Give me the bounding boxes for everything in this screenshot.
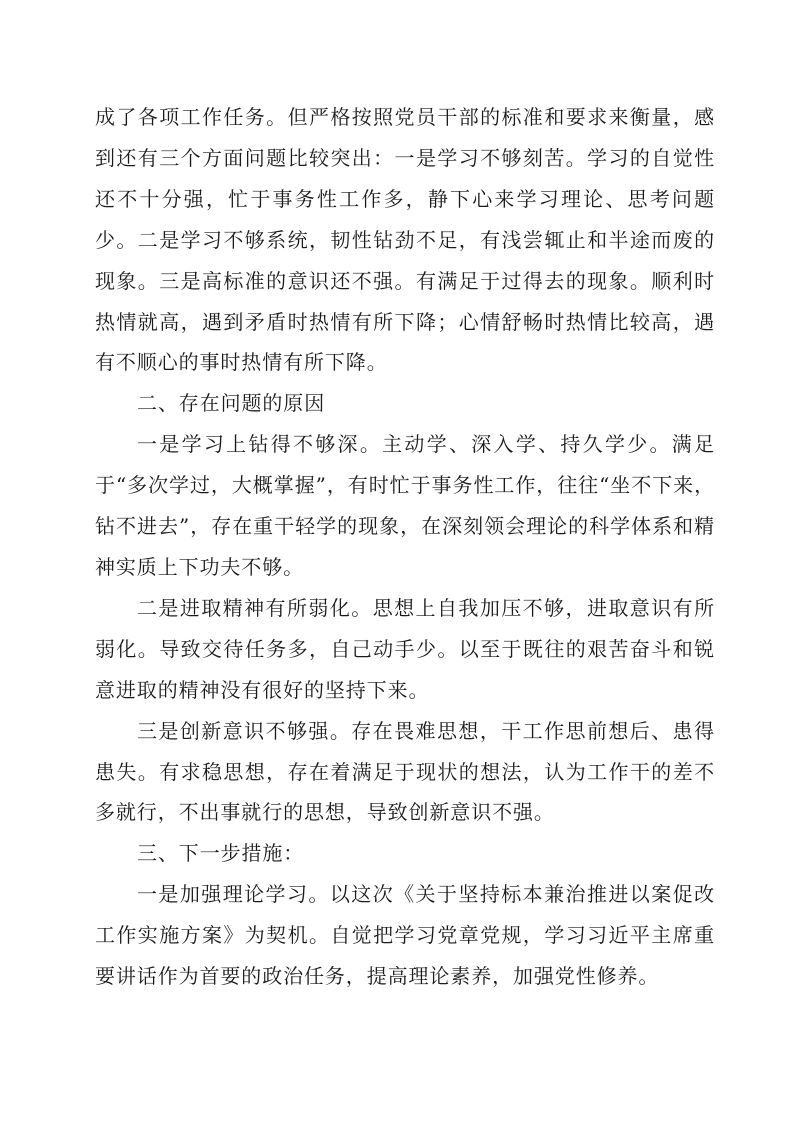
section-heading-causes: 二、存在问题的原因 bbox=[137, 391, 326, 416]
paragraph-step-theory-study: 一是加强理论学习。以这次《关于坚持标本兼治推进以案促改工作实施方案》为契机。自觉把学习党章党规，学习习近平主席重要讲话作为首要的政治任务，提高理论素养，加强党性修养。 bbox=[95, 882, 715, 989]
document-body bbox=[95, 97, 715, 997]
paragraph-problems-summary: 成了各项工作任务。但严格按照党员干部的标准和要求来衡量，感到还有三个方面问题比较突出：一是学习不够刻苦。学习的自觉性还不十分强，忙于事务性工作多，静下心来学习理论、思考问题少。二是学习不够系统，韧性钻劲不足，有浅尝辄止和半途而废的现象。三是高标准的意识还不强。有满足于过得去的现象。顺利时热情就高，遇到矛盾时热情有所下降；心情舒畅时热情比较高，遇有不顺心的事时热情有所下降。 bbox=[95, 105, 715, 375]
paragraph-cause-initiative: 二是进取精神有所弱化。思想上自我加压不够，进取意识有所弱化。导致交待任务多，自己动手少。以至于既往的艰苦奋斗和锐意进取的精神没有很好的坚持下来。 bbox=[95, 595, 715, 702]
paragraph-cause-study: 一是学习上钻得不够深。主动学、深入学、持久学少。满足于“多次学过，大概掌握”，有时忙于事务性工作，往往“坐不下来，钻不进去”，存在重干轻学的现象，在深刻领会理论的科学体系和精神实质上下功夫不够。 bbox=[95, 432, 715, 579]
paragraph-cause-innovation: 三是创新意识不够强。存在畏难思想，干工作思前想后、患得患失。有求稳思想，存在着满足于现状的想法，认为工作干的差不多就行，不出事就行的思想，导致创新意识不强。 bbox=[95, 718, 715, 825]
section-heading-next-steps: 三、下一步措施： bbox=[137, 841, 305, 866]
